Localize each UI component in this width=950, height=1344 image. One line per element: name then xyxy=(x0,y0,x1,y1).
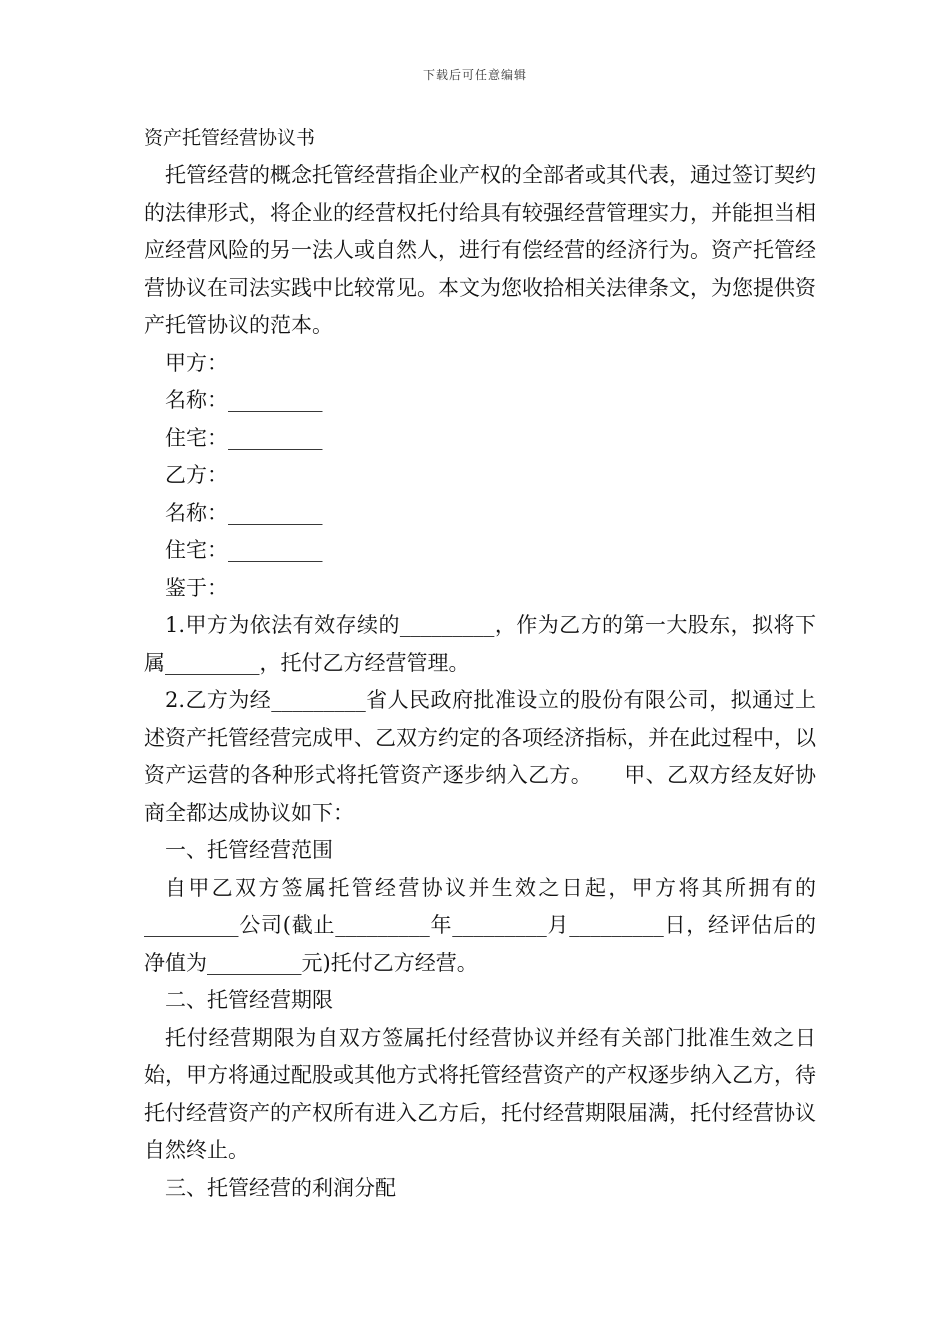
intro-paragraph: 托管经营的概念托管经营指企业产权的全部者或其代表，通过签订契约的法律形式，将企业的经营权托付给具有较强经营管理实力，并能担当相应经营风险的另一法人或自然人，进行有偿经营的经济行为。资产托管经营协议在司法实践中比较常见。本文为您收拾相关法律条文，为您提供资产托管协议的范本。 xyxy=(144,163,816,337)
page-header-note: 下载后可任意编辑 xyxy=(422,68,527,82)
whereas-label: 鉴于： xyxy=(165,575,228,600)
section-1-body: 自甲乙双方签属托管经营协议并生效之日起，甲方将其所拥有的_________公司(截止_________年_________月_________日，经评估后的净值为_________元)托付乙方经营。 xyxy=(144,875,816,975)
party-b-address: 住宅：_________ xyxy=(165,538,323,562)
party-b-name: 名称：_________ xyxy=(165,500,323,525)
section-2-body: 托付经营期限为自双方签属托付经营协议并经有关部门批准生效之日始，甲方将通过配股或其他方式将托管经营资产的产权逐步纳入乙方，待托付经营资产的产权所有进入乙方后，托付经营期限届满，托付经营协议自然终止。 xyxy=(144,1025,816,1162)
clause-1: 1.甲方为依法有效存续的_________，作为乙方的第一大股东，拟将下属_________，托付乙方经营管理。 xyxy=(144,613,816,675)
party-b-label: 乙方： xyxy=(165,463,228,487)
clause-2: 2.乙方为经_________省人民政府批准设立的股份有限公司，拟通过上述资产托管经营完成甲、乙双方约定的各项经济指标，并在此过程中，以资产运营的各种形式将托管资产逐步纳入乙方。 甲、乙双方经友好协商全都达成协议如下： xyxy=(144,688,816,825)
party-a-label: 甲方： xyxy=(165,350,228,375)
section-1-heading: 一、托管经营范围 xyxy=(165,838,333,862)
document-body xyxy=(144,120,816,1207)
party-a-address: 住宅：_________ xyxy=(165,425,323,450)
party-a-name: 名称：_________ xyxy=(165,388,323,412)
section-3-heading: 三、托管经营的利润分配 xyxy=(165,1175,396,1200)
section-2-heading: 二、托管经营期限 xyxy=(165,988,333,1012)
document-title: 资产托管经营协议书 xyxy=(144,127,316,149)
